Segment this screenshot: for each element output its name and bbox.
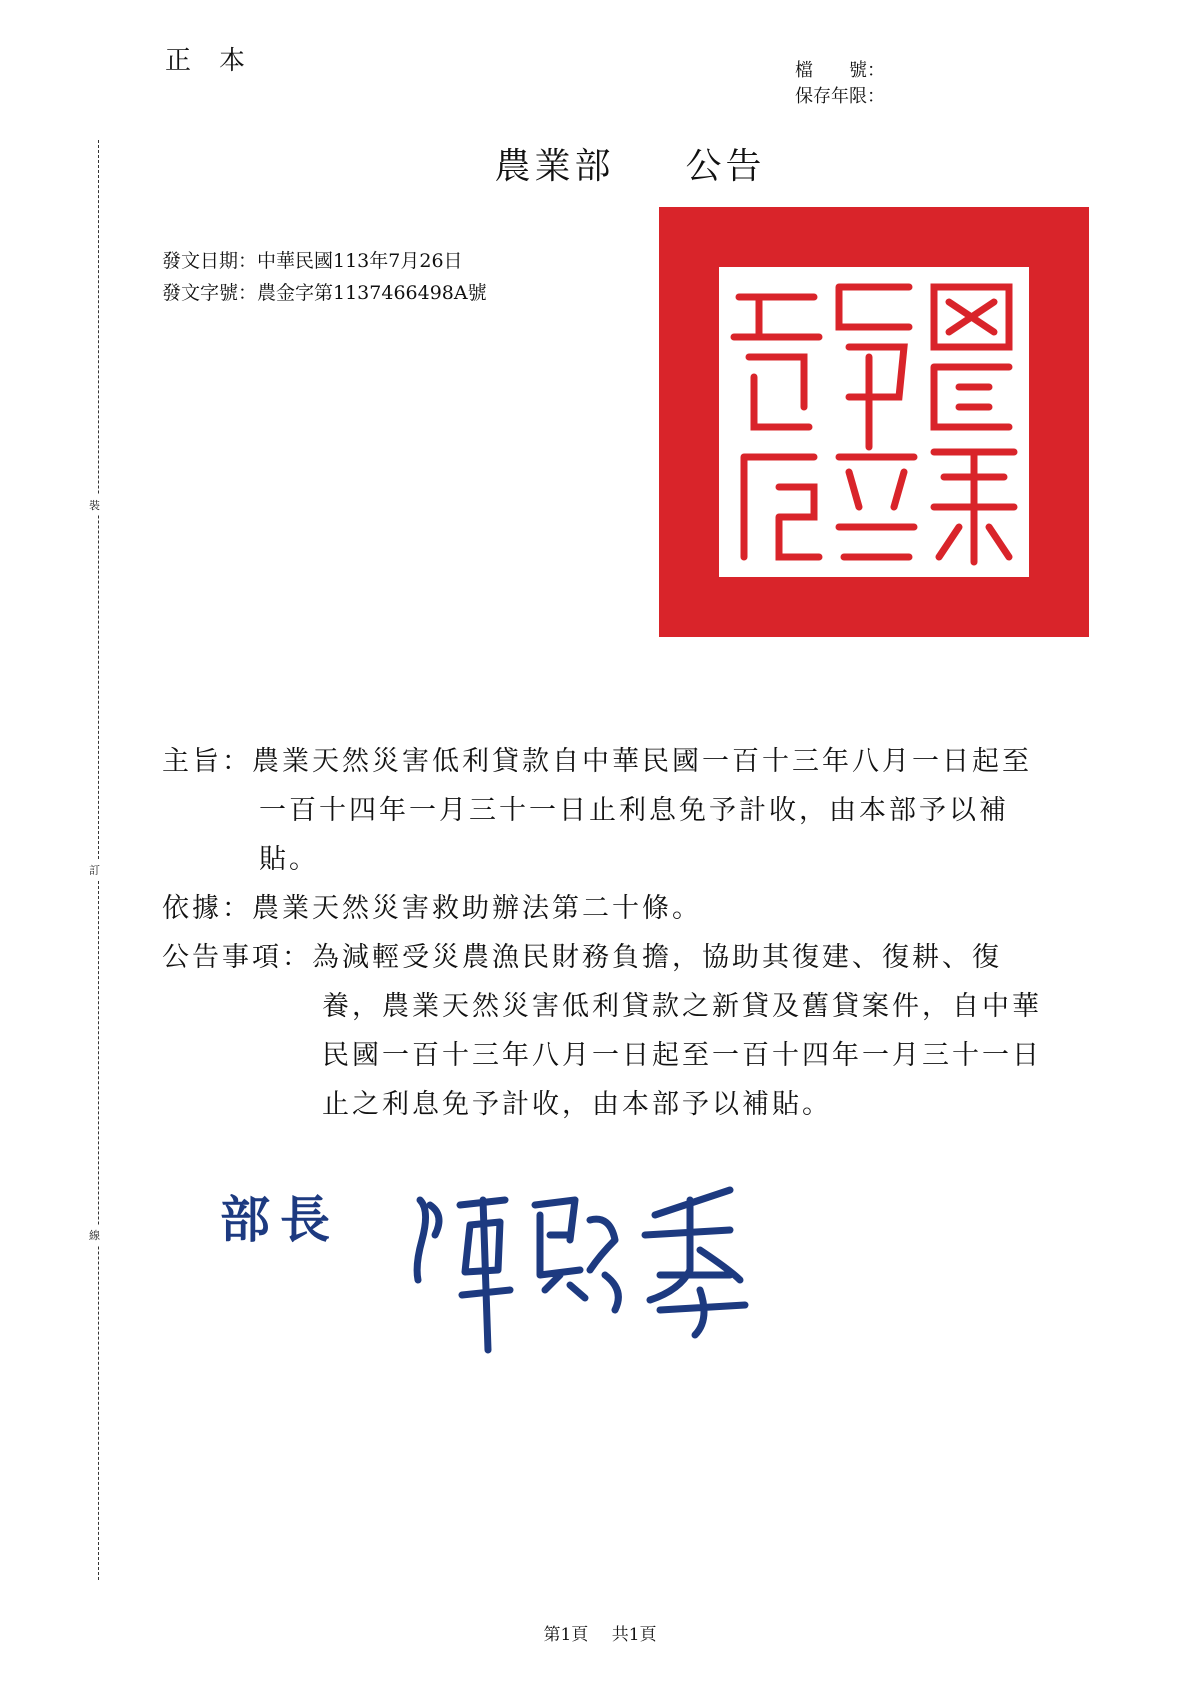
binding-char-xian: 線 bbox=[89, 1225, 100, 1245]
signature-block bbox=[220, 1180, 340, 1252]
notice-line-1 bbox=[162, 933, 1002, 982]
subject-text-3: 貼。 bbox=[259, 844, 319, 875]
notice-label: 公告事項： bbox=[162, 942, 312, 973]
retention-period: 保存年限： bbox=[795, 86, 885, 107]
notice-text-3: 民國一百十三年八月一日起至一百十四年一月三十一日 bbox=[322, 1040, 1042, 1071]
subject-line-1 bbox=[162, 737, 1032, 786]
file-number: 檔 號： bbox=[795, 60, 885, 81]
page-number: 第1頁 bbox=[543, 1625, 589, 1645]
issue-number: 發文字號：農金字第1137466498A號 bbox=[162, 282, 487, 304]
total-pages: 共1頁 bbox=[611, 1625, 657, 1645]
copy-label: 正本 bbox=[165, 46, 274, 76]
basis-line bbox=[162, 884, 702, 933]
notice-text-1: 為減輕受災農漁民財務負擔，協助其復建、復耕、復 bbox=[312, 942, 1002, 973]
seal-inner bbox=[719, 267, 1029, 577]
basis-label: 依據： bbox=[162, 893, 252, 924]
basis-text: 農業天然災害救助辦法第二十條。 bbox=[252, 893, 702, 924]
page-title bbox=[0, 138, 1200, 189]
minister-title: 部長 bbox=[220, 1191, 340, 1249]
subject-text-1: 農業天然災害低利貸款自中華民國一百十三年八月一日起至 bbox=[252, 746, 1032, 777]
issue-date: 發文日期：中華民國113年7月26日 bbox=[162, 250, 463, 272]
handwritten-signature-icon bbox=[400, 1180, 820, 1360]
official-seal bbox=[659, 207, 1089, 637]
binding-char-zhuang: 裝 bbox=[89, 495, 100, 515]
subject-text-2: 一百十四年一月三十一日止利息免予計收，由本部予以補 bbox=[259, 795, 1009, 826]
binding-char-ding: 訂 bbox=[89, 860, 100, 880]
notice-text-4: 止之利息免予計收，由本部予以補貼。 bbox=[322, 1089, 832, 1120]
page-footer bbox=[0, 1620, 1200, 1645]
notice-text-2: 養，農業天然災害低利貸款之新貸及舊貸案件，自中華 bbox=[322, 991, 1042, 1022]
title-type: 公告 bbox=[685, 146, 766, 187]
signature-name-text: 陳駿季 bbox=[400, 1180, 403, 1181]
subject-label: 主旨： bbox=[162, 746, 252, 777]
seal-glyphs-icon bbox=[719, 267, 1029, 577]
title-org: 農業部 bbox=[494, 146, 615, 187]
